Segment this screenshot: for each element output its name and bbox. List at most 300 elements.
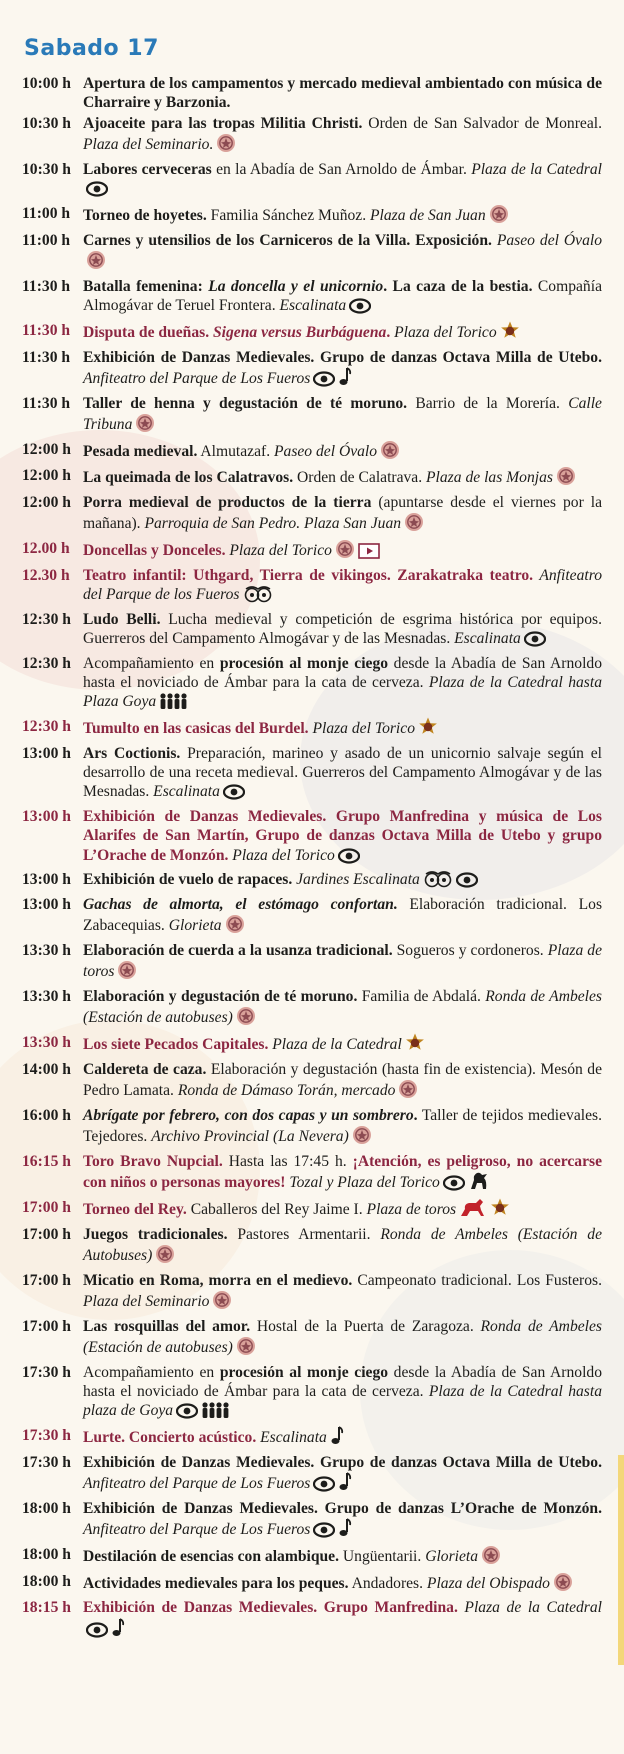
event-location: Anfiteatro del Parque de los Fueros [83,566,602,604]
event-icons [395,1082,418,1099]
event-time: 12.30 h [22,566,70,584]
eye-icon [313,1476,335,1497]
event-title: Porra medieval de productos de la tierra [83,494,372,512]
event-details: Familia de Abdalá. [357,988,486,1006]
event-title: Elaboración de cuerda a la usanza tradicional. [83,942,393,960]
event-details: Elaboración tradicional. Los Zabacequias. [83,896,603,935]
event-details: Hostal de la Puerta de Zaragoza. [250,1317,481,1335]
event-row [22,204,602,229]
event-title: Gachas de almorta, el estómago confortan. [83,896,398,914]
event-details: Lucha medieval y competición de esgrima histórica por equipos. Guerreros del Campamento Almogávar y de las Mesnadas. [83,610,602,648]
event-description [83,1271,602,1315]
event-row [22,987,602,1031]
event-title: La doncella y el unicornio [208,277,384,295]
event-icons [332,542,380,559]
event-time: 13:00 h [22,896,71,914]
event-time: 11:30 h [22,394,71,412]
medal-icon [556,466,576,491]
event-location: Ronda de Ambeles (Estación de autobuses) [83,1317,602,1356]
event-title: Ludo Belli. [83,610,161,628]
event-description [83,1060,602,1104]
event-title: Ajoaceite para las tropas Militia Christi. [83,115,363,132]
event-description [83,870,602,893]
event-time: 16:15 h [22,1152,71,1170]
event-location: Escalinata [279,297,347,314]
music-icon [111,1618,125,1643]
event-row [22,440,602,465]
medal-icon [86,250,106,275]
event-row [22,1152,602,1196]
event-location: Glorieta [425,1547,479,1565]
music-icon [338,1518,352,1543]
event-description [83,1033,602,1058]
event-icons [83,180,108,197]
event-title: Tumulto en las casicas del Burdel. [83,720,309,738]
event-icons [310,1475,352,1492]
event-icons [240,586,273,603]
event-row [22,1060,602,1104]
eye-icon [313,371,335,392]
medal-icon [135,413,155,438]
event-time: 12:30 h [22,610,71,628]
event-icons [440,1174,490,1191]
event-title: . La caza de la bestia. [383,277,533,295]
event-title: Actividades medievales para los peques. [83,1574,349,1592]
event-row [22,1598,602,1642]
event-time: 13:00 h [22,744,71,762]
event-icons [233,1009,256,1026]
event-title: Abrígate por febrero, con dos capas y un sombrero [83,1106,414,1124]
event-row [22,744,602,806]
event-title: Los siete Pecados Capitales. [83,1036,269,1054]
event-location: Plaza de San Juan [370,207,486,224]
event-title: Exhibición de Danzas Medievales. Grupo de danzas L’Orache de Monzón. [83,1499,602,1517]
event-description [83,348,602,392]
event-location: Plaza del Torico [390,323,497,341]
event-title: Sigena versus Burbáguena [213,323,387,341]
event-time: 18:15 h [22,1599,71,1617]
event-row [22,1271,602,1315]
event-title: Doncellas y Donceles. [83,542,226,560]
medal-icon [380,440,400,465]
event-title: Caldereta de caza. [83,1060,207,1078]
event-description [83,1152,602,1196]
event-details: Taller de tejidos medievales. Tejedores. [83,1106,602,1146]
event-time: 11:30 h [22,277,71,295]
event-time: 11:00 h [22,231,71,249]
event-time: 10:00 h [22,75,71,92]
event-location: Plaza de la Catedral hasta plaza de Goya [83,1382,602,1420]
event-icons [220,783,245,800]
medal-icon [352,1125,372,1150]
event-row [22,1572,602,1597]
event-row [22,807,602,869]
day-title: Sabado 17 [24,36,159,61]
event-row [22,321,602,346]
event-icons [415,720,438,737]
event-details: Hasta las 17:45 h. [222,1152,353,1170]
event-icons [550,1575,573,1592]
event-title: Elaboración y degustación de té moruno. [83,988,358,1006]
event-description [83,74,602,112]
event-location: Paseo del Óvalo [491,231,603,249]
event-description [83,321,602,346]
event-details: Preparación, marineo y asado de un unicornio salvaje según el desarrollo de una receta medieval. Guerreros del Campamento Almogávar y de las Mesnadas. [83,744,602,801]
event-row [22,348,602,392]
event-time: 13:30 h [22,1034,71,1052]
event-icons [83,253,106,270]
event-details: Familia Sánchez Muñoz. [206,207,371,224]
event-description [83,440,602,465]
event-details: Orden de Calatrava. [293,469,427,487]
event-title: . [413,1106,418,1124]
event-icons [233,1339,256,1356]
event-description [83,1598,602,1642]
event-time: 17:30 h [22,1453,71,1471]
event-time: 12:00 h [22,440,71,458]
medal-icon [236,1336,256,1361]
event-location: Parroquia de San Pedro. Plaza San Juan [144,515,402,533]
video-icon [358,543,380,564]
event-icons [327,1429,344,1446]
event-details: Campeonato tradicional. Los Fusteros. [352,1271,603,1289]
event-location: Plaza de la Catedral [268,1036,402,1054]
event-location: Plaza del Seminario [83,1292,210,1310]
event-title: Labores cerveceras [83,161,212,178]
event-location: Anfiteatro del Parque de Los Fueros [83,1520,311,1538]
event-icons [132,416,155,433]
event-details: Orden de San Salvador de Monreal. [362,115,603,132]
event-description [83,566,602,608]
event-details: Andadores. [348,1574,427,1592]
event-details: Barrio de la Morería. [407,394,569,412]
event-title: Las rosquillas del amor. [83,1317,251,1335]
event-description [83,114,602,158]
event-row [22,654,602,716]
event-description [83,1363,602,1425]
star-icon [418,717,438,742]
eye-icon [456,872,478,893]
event-location: Archivo Provincial (La Nevera) [151,1128,349,1146]
event-location: Plaza de las Monjas [426,469,553,487]
event-description [83,895,602,939]
event-icons [401,515,424,532]
medal-icon [481,1545,501,1570]
event-description [83,807,602,869]
event-icons [486,207,509,224]
eye-icon [338,848,360,869]
event-description [83,231,602,275]
event-location: Glorieta [168,917,222,935]
event-row [22,1106,602,1150]
event-time: 13:00 h [22,808,71,826]
event-icons [156,693,187,710]
event-row [22,1225,602,1269]
event-description [83,277,602,319]
event-title: Exhibición de Danzas Medievales. Grupo Manfredina y música de Los Alarifes de San Martín, Grupo de danzas Octava Milla de Utebo y grupo L’Orache de Monzón. [83,808,602,864]
event-time: 11:00 h [22,205,71,222]
event-row [22,493,602,537]
event-time: 12.00 h [22,540,70,558]
event-location: Anfiteatro del Parque de Los Fueros [83,1474,311,1492]
event-title: Destilación de esencias con alambique. [83,1547,339,1565]
event-time: 14:00 h [22,1060,71,1078]
event-icons [478,1548,501,1565]
medal-icon [216,133,236,158]
music-icon [330,1426,344,1451]
event-row [22,610,602,652]
event-location: Calle Tribuna [83,394,602,433]
event-title: ¡Atención, es peligroso, no acercarse con niños o personas mayores! [83,1152,602,1192]
event-time: 11:30 h [22,321,71,339]
event-description [83,1453,602,1497]
event-description [83,394,602,438]
event-row [22,1198,602,1223]
event-time: 11:30 h [22,348,71,366]
event-details: desde la Abadía de San Arnoldo hasta el noviciado de Ámbar para la cata de cerveza. [83,1363,602,1400]
schedule-list [22,74,602,1644]
event-title: procesión al monje ciego [219,654,389,672]
event-location: Jardines Escalinata [292,871,420,889]
event-title: Toro Bravo Nupcial. [83,1152,223,1170]
event-location: Plaza de la Catedral [471,161,603,178]
event-description [83,1317,602,1361]
event-title: Apertura de los campamentos y mercado medieval ambientado con música de Charraire y Barzonia. [83,75,602,112]
event-icons [521,630,546,647]
event-location: Plaza de la Catedral hasta Plaza Goya [83,674,602,711]
event-details: Ungüentarii. [339,1547,426,1565]
eye-icon [524,631,546,652]
event-description [83,717,602,742]
medal-icon [212,1290,232,1315]
event-icons [335,847,360,864]
eye-icon [349,298,371,319]
bull-icon [468,1171,490,1196]
event-title: Torneo de hoyetes. [83,207,207,224]
event-time: 18:00 h [22,1545,71,1563]
event-time: 12:00 h [22,467,71,485]
event-icons [377,443,400,460]
event-row [22,1317,602,1361]
event-row [22,1033,602,1058]
event-row [22,1426,602,1451]
event-icons [173,1402,229,1419]
kids-icon [423,870,453,893]
event-details: Pastores Armentarii. [227,1225,381,1243]
medal-icon [236,1006,256,1031]
star-icon [490,1198,510,1223]
event-icons [420,871,478,888]
event-row [22,717,602,742]
event-description [83,1545,602,1570]
event-title: Torneo del Rey. [83,1200,187,1218]
medal-icon [489,204,509,229]
event-time: 10:30 h [22,115,71,132]
event-title: Teatro infantil: Uthgard, Tierra de vikingos. Zarakatraka teatro. [83,566,534,584]
event-row [22,1545,602,1570]
event-location: Escalinata [454,630,521,648]
event-icons [553,469,576,486]
people-icon [201,1401,229,1424]
event-location: Plaza del Torico [225,542,332,560]
event-details: (apuntarse desde el viernes por la mañana). [83,494,602,533]
event-title: Exhibición de vuelo de rapaces. [83,871,293,889]
event-time: 18:00 h [22,1572,71,1590]
event-row [22,466,602,491]
event-row [22,1363,602,1425]
event-location: Escalinata [153,783,220,801]
event-row [22,870,602,893]
event-icons [83,1621,125,1638]
medal-icon [155,1244,175,1269]
event-icons [497,324,520,341]
event-description [83,1499,602,1543]
event-time: 17:30 h [22,1363,71,1381]
event-time: 17:00 h [22,1225,71,1243]
event-icons [349,1128,372,1145]
event-description [83,610,602,652]
medal-icon [553,1572,573,1597]
event-icons [209,1293,232,1310]
event-description [83,987,602,1031]
event-icons [456,1201,510,1218]
event-details: desde la Abadía de San Arnoldo hasta el noviciado de Ámbar para la cata de cerveza. [83,654,602,692]
event-row [22,1499,602,1543]
star-icon [405,1033,425,1058]
event-title: Disputa de dueñas. [83,323,213,341]
eye-icon [223,784,245,805]
event-title: Exhibición de Danzas Medievales. Grupo de danzas Octava Milla de Utebo. [83,348,602,366]
event-title: Micatio en Roma, morra en el medievo. [83,1271,353,1289]
medal-icon [117,960,137,985]
music-icon [338,1472,352,1497]
event-location: Paseo del Óvalo [274,442,378,460]
event-location: Plaza de la Catedral [457,1599,602,1617]
event-title: Juegos tradicionales. [83,1225,228,1243]
event-details: Elaboración y degustación (hasta fin de existencia). Mesón de Pedro Lamata. [83,1060,603,1100]
event-title: La queimada de los Calatravos. [83,469,294,487]
event-location: Plaza del Torico [308,720,415,738]
event-time: 13:00 h [22,871,71,889]
event-location: Plaza de toros [366,1200,457,1218]
event-location: Anfiteatro del Parque de Los Fueros [83,369,311,387]
event-row [22,539,602,564]
medal-icon [398,1079,418,1104]
event-icons [346,297,371,314]
event-row [22,277,602,319]
event-time: 12:30 h [22,718,71,736]
event-icons [114,963,137,980]
event-description [83,1106,602,1150]
medal-icon [404,512,424,537]
event-details: Sogueros y cordoneros. [392,942,548,960]
event-title: Taller de henna y degustación de té moruno. [83,394,408,412]
event-icons [152,1247,175,1264]
event-description [83,539,602,564]
event-time: 12:00 h [22,494,71,512]
event-title: Pesada medieval. [83,442,198,460]
event-title: Exhibición de Danzas Medievales. Grupo Manfredina. [83,1599,458,1617]
event-description [83,744,602,806]
event-location: Tozal y Plaza del Torico [285,1174,440,1192]
event-time: 17:00 h [22,1198,71,1216]
event-location: Plaza del Seminario. [83,136,214,154]
event-icons [213,136,236,153]
eye-icon [176,1403,198,1424]
event-description [83,941,602,985]
event-row [22,895,602,939]
event-location: Plaza de toros [83,942,602,981]
event-location: Escalinata [256,1428,327,1446]
event-row [22,160,602,202]
people-icon [159,692,187,715]
event-time: 17:00 h [22,1317,71,1335]
event-description [83,1198,602,1223]
event-time: 10:30 h [22,161,71,178]
event-title: Lurte. Concierto acústico. [83,1428,257,1446]
event-description [83,466,602,491]
event-title: Exhibición de Danzas Medievales. Grupo de danzas Octava Milla de Utebo. [83,1453,602,1471]
event-row [22,114,602,158]
music-icon [338,367,352,392]
event-time: 13:30 h [22,988,71,1006]
event-details: Caballeros del Rey Jaime I. [186,1200,367,1218]
event-details: en la Abadía de San Arnoldo de Ámbar. [211,161,472,178]
event-icons [310,370,352,387]
event-title: Ars Coctionis. [83,744,181,762]
horse-icon [459,1198,487,1223]
eye-icon [443,1175,465,1196]
event-time: 12:30 h [22,654,71,672]
event-description [83,1572,602,1597]
event-icons [222,917,245,934]
event-location: Plaza del Obispado [426,1574,550,1592]
event-location: Ronda de Dámaso Torán, mercado [177,1082,396,1100]
event-row [22,74,602,112]
event-time: 17:00 h [22,1271,71,1289]
event-icons [310,1521,352,1538]
event-details: Acompañamiento en [83,654,220,672]
event-location: Ronda de Ambeles (Estación de autobuses) [83,988,602,1027]
event-row [22,941,602,985]
event-description [83,493,602,537]
event-location: Plaza del Torico [228,846,335,864]
star-icon [500,321,520,346]
event-row [22,394,602,438]
event-title: Batalla femenina: [83,277,209,295]
event-time: 17:30 h [22,1426,71,1444]
medal-icon [335,539,355,564]
event-title: Carnes y utensilios de los Carniceros de la Villa. Exposición. [83,231,492,249]
medal-icon [225,914,245,939]
event-details: Almutazaf. [197,442,274,460]
event-row [22,231,602,275]
event-time: 13:30 h [22,942,71,960]
event-details: Compañía Almogávar de Teruel Frontera. [83,277,602,314]
event-row [22,1453,602,1497]
eye-icon [86,181,108,202]
event-location: Ronda de Ambeles (Estación de Autobuses) [83,1225,602,1264]
event-description [83,1225,602,1269]
event-description [83,1426,602,1451]
eye-icon [86,1622,108,1643]
event-title: procesión al monje ciego [219,1363,389,1381]
event-description [83,654,602,716]
event-details: Acompañamiento en [83,1363,220,1381]
event-time: 16:00 h [22,1106,71,1124]
eye-icon [313,1522,335,1543]
kids-icon [243,585,273,608]
